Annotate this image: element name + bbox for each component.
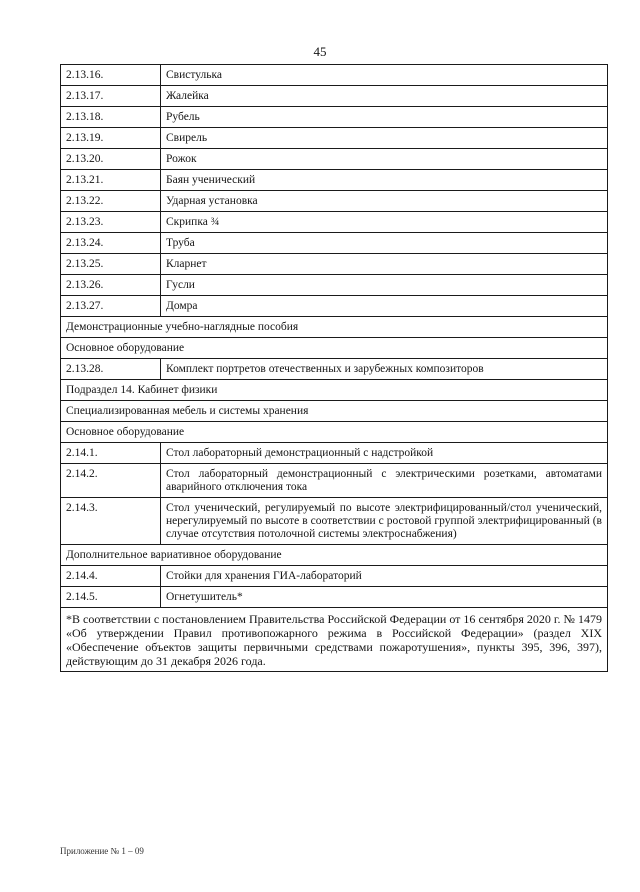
- table-row: [61, 86, 608, 107]
- footnote: *В соответствии с постановлением Правительства Российской Федерации от 16 сентября 2020 г. № 1479 «Об утверждении Правил противопожарного режима в Российской Федерации» (раздел XIX «Обеспечение объектов защиты первичными средствами пожаротушения», пункты 395, 396, 397), действующим до 31 декабря 2026 года.: [61, 608, 608, 672]
- table-row: [61, 587, 608, 608]
- section-heading-demo: Демонстрационные учебно-наглядные пособия: [61, 317, 608, 338]
- item-name: Свистулька: [161, 65, 608, 86]
- item-code: 2.13.20.: [61, 149, 161, 170]
- item-code: 2.13.25.: [61, 254, 161, 275]
- item-code: 2.13.28.: [61, 359, 161, 380]
- item-name: Стол ученический, регулируемый по высоте электрифицированный/стол ученический, нерегулируемый по высоте в соответствии с ростовой группой электрифицированный (в случае отсутствия потолочной системы электроснабжения): [161, 498, 608, 545]
- subsection-heading: Подраздел 14. Кабинет физики: [61, 380, 608, 401]
- item-code: 2.13.22.: [61, 191, 161, 212]
- item-code: 2.14.2.: [61, 464, 161, 498]
- item-name: Рожок: [161, 149, 608, 170]
- table-row: [61, 212, 608, 233]
- section-row: [61, 401, 608, 422]
- item-name: Комплект портретов отечественных и зарубежных композиторов: [161, 359, 608, 380]
- item-name: Рубель: [161, 107, 608, 128]
- item-name: Жалейка: [161, 86, 608, 107]
- item-name: Кларнет: [161, 254, 608, 275]
- table-row: [61, 566, 608, 587]
- table-row: [61, 191, 608, 212]
- item-name: Скрипка ¾: [161, 212, 608, 233]
- item-code: 2.13.16.: [61, 65, 161, 86]
- section-heading-basic: Основное оборудование: [61, 338, 608, 359]
- item-name: Стол лабораторный демонстрационный с надстройкой: [161, 443, 608, 464]
- item-name: Стол лабораторный демонстрационный с электрическими розетками, автоматами аварийного отключения тока: [161, 464, 608, 498]
- item-name: Стойки для хранения ГИА-лабораторий: [161, 566, 608, 587]
- table-row: [61, 65, 608, 86]
- item-code: 2.13.21.: [61, 170, 161, 191]
- item-code: 2.14.1.: [61, 443, 161, 464]
- page-footer: Приложение № 1 – 09: [60, 846, 144, 856]
- table-row: [61, 107, 608, 128]
- item-name: Гусли: [161, 275, 608, 296]
- section-heading-furniture: Специализированная мебель и системы хранения: [61, 401, 608, 422]
- item-name: Свирель: [161, 128, 608, 149]
- table-row: [61, 254, 608, 275]
- section-heading-additional: Дополнительное вариативное оборудование: [61, 545, 608, 566]
- table-row: [61, 443, 608, 464]
- item-name: Труба: [161, 233, 608, 254]
- item-code: 2.14.5.: [61, 587, 161, 608]
- item-name: Баян ученический: [161, 170, 608, 191]
- table-row: [61, 296, 608, 317]
- table-row: [61, 170, 608, 191]
- table-row: [61, 149, 608, 170]
- table-row: [61, 275, 608, 296]
- table-row: [61, 128, 608, 149]
- item-code: 2.14.4.: [61, 566, 161, 587]
- item-code: 2.13.18.: [61, 107, 161, 128]
- page-number: 45: [313, 44, 327, 59]
- section-row: [61, 338, 608, 359]
- item-code: 2.13.17.: [61, 86, 161, 107]
- item-code: 2.14.3.: [61, 498, 161, 545]
- item-name: Ударная установка: [161, 191, 608, 212]
- item-code: 2.13.27.: [61, 296, 161, 317]
- section-row: [61, 422, 608, 443]
- table-row: [61, 498, 608, 545]
- table-row: [61, 359, 608, 380]
- section-row: [61, 545, 608, 566]
- equipment-table: [60, 64, 608, 672]
- section-row: [61, 380, 608, 401]
- table-row: [61, 464, 608, 498]
- item-name: Домра: [161, 296, 608, 317]
- footnote-row: [61, 608, 608, 672]
- item-code: 2.13.19.: [61, 128, 161, 149]
- section-row: [61, 317, 608, 338]
- item-code: 2.13.23.: [61, 212, 161, 233]
- section-heading-basic: Основное оборудование: [61, 422, 608, 443]
- item-code: 2.13.26.: [61, 275, 161, 296]
- item-name: Огнетушитель*: [161, 587, 608, 608]
- item-code: 2.13.24.: [61, 233, 161, 254]
- table-row: [61, 233, 608, 254]
